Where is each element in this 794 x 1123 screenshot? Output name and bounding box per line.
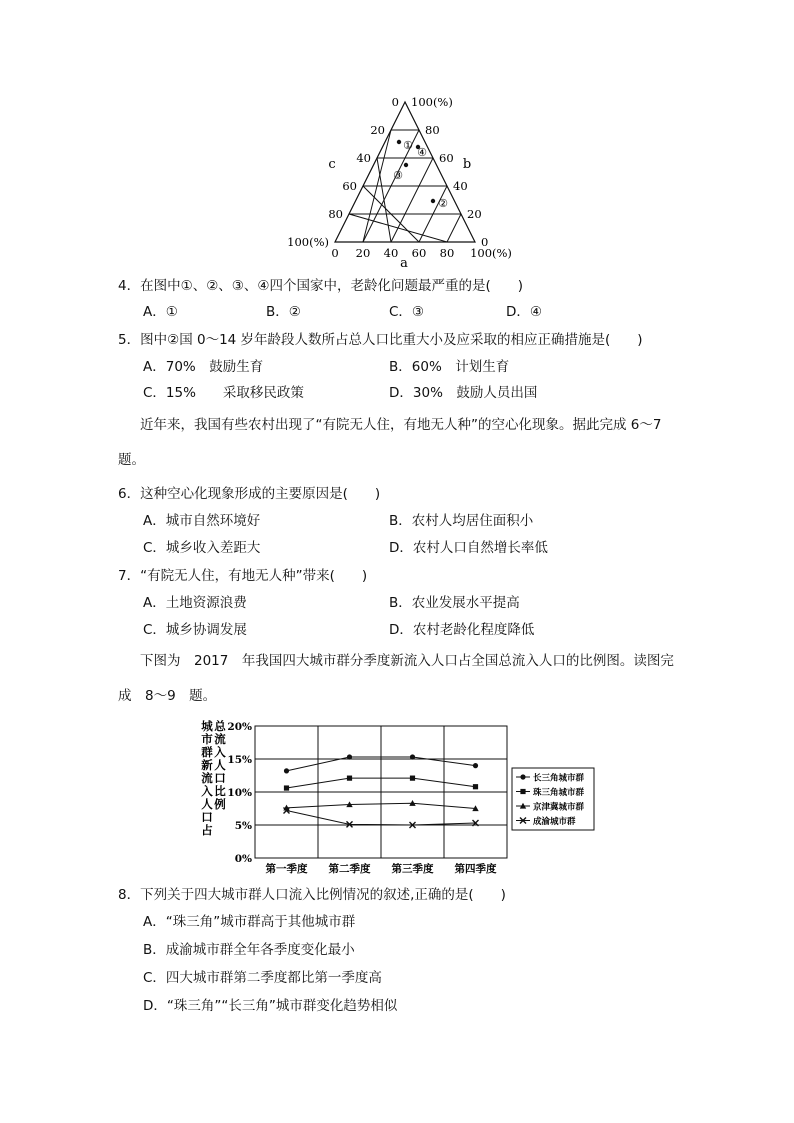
ternary-right-tick-label: 20	[467, 207, 482, 221]
legend-marker	[520, 789, 525, 794]
y-axis-title-char: 人	[214, 758, 226, 772]
question-4-option-c[interactable]: C．③	[389, 304, 425, 320]
y-tick-label: 0%	[234, 853, 252, 865]
line-chart	[195, 716, 605, 876]
question-5-option-b[interactable]: B．60% 计划生育	[389, 359, 510, 375]
series-2-point	[347, 776, 352, 781]
series-1-point	[284, 768, 289, 773]
intro-6-7-line2: 题。	[118, 452, 145, 468]
ternary-left-tick-label: 60	[342, 179, 357, 193]
x-tick-label: 第四季度	[454, 863, 497, 875]
x-tick-label: 第三季度	[391, 863, 434, 875]
ternary-left-tick-label: 80	[328, 207, 343, 221]
question-5-option-c[interactable]: C．15% 采取移民政策	[143, 385, 304, 401]
intro-8-9-line1: 下图为 2017 年我国四大城市群分季度新流入人口占全国总流入人口的比例图。读图完	[140, 653, 674, 669]
y-axis-title-char: 市	[201, 732, 213, 746]
ternary-point-dot	[404, 163, 408, 167]
question-8-option-b[interactable]: B．成渝城市群全年各季度变化最小	[143, 942, 355, 958]
ternary-bottom-tick-label: 40	[383, 246, 399, 260]
intro-6-7-line1: 近年来，我国有些农村出现了“有院无人住，有地无人种”的空心化现象。据此完成 6～7	[140, 417, 662, 433]
question-7-option-c[interactable]: C．城乡协调发展	[143, 622, 247, 638]
x-tick-label: 第一季度	[265, 863, 308, 875]
question-6-option-b[interactable]: B．农村人均居住面积小	[389, 513, 534, 529]
question-8-option-d[interactable]: D．“珠三角”“长三角”城市群变化趋势相似	[143, 998, 398, 1014]
ternary-bottom-tick-label: 0	[331, 246, 339, 260]
question-4-option-a[interactable]: A．①	[143, 304, 178, 320]
ternary-outline	[335, 102, 475, 242]
question-4-option-b[interactable]: B．②	[266, 304, 301, 320]
legend-label: 成渝城市群	[533, 817, 576, 827]
y-axis-title-char: 新	[201, 758, 213, 772]
y-axis-title-char: 入	[214, 745, 226, 759]
ternary-grid-line	[447, 214, 461, 242]
series-2-point	[410, 776, 415, 781]
y-axis-title-char: 例	[214, 797, 226, 811]
question-8-stem: 8．下列关于四大城市群人口流入比例情况的叙述,正确的是( )	[118, 887, 506, 903]
question-5-option-d[interactable]: D．30% 鼓励人员出国	[389, 385, 538, 401]
ternary-point-label: ④	[417, 146, 427, 159]
question-6-option-c[interactable]: C．城乡收入差距大	[143, 540, 261, 556]
legend-label: 长三角城市群	[533, 773, 585, 784]
y-axis-title-char: 群	[201, 745, 213, 759]
y-axis-title-char: 城	[201, 719, 213, 733]
y-tick-label: 10%	[227, 787, 252, 799]
y-axis-title-char: 人	[201, 797, 213, 811]
y-axis-title-char: 入	[201, 784, 213, 798]
ternary-left-tick-label: 20	[370, 123, 385, 137]
question-6-option-a[interactable]: A．城市自然环境好	[143, 513, 261, 529]
ternary-bottom-tick-label: 20	[355, 246, 371, 260]
question-4-option-d[interactable]: D．④	[506, 304, 542, 320]
y-axis-title-char: 口	[201, 810, 213, 824]
question-7-option-a[interactable]: A．土地资源浪费	[143, 595, 247, 611]
ternary-left-tick-label: 100(%)	[287, 235, 329, 249]
question-8-option-c[interactable]: C．四大城市群第二季度都比第一季度高	[143, 970, 382, 986]
intro-8-9-line2: 成 8～9 题。	[118, 688, 217, 704]
ternary-grid-line	[377, 158, 391, 242]
y-tick-label: 20%	[227, 721, 252, 733]
series-1-point	[410, 754, 415, 759]
y-axis-title-char: 口	[214, 771, 226, 785]
legend-marker	[520, 774, 525, 779]
question-7-option-b[interactable]: B．农业发展水平提高	[389, 595, 520, 611]
ternary-right-tick-label: 0	[481, 235, 489, 249]
ternary-bottom-tick-label: 100(%)	[470, 246, 512, 260]
y-axis-title-char: 占	[201, 823, 213, 837]
question-6-option-d[interactable]: D．农村人口自然增长率低	[389, 540, 548, 556]
y-tick-label: 5%	[234, 820, 252, 832]
question-5-option-a[interactable]: A．70% 鼓励生育	[143, 359, 264, 375]
ternary-point-dot	[431, 199, 435, 203]
series-1-point	[473, 763, 478, 768]
question-5-stem: 5．图中②国 0～14 岁年龄段人数所占总人口比重大小及应采取的相应正确措施是( )	[118, 332, 643, 348]
ternary-right-tick-label: 60	[439, 151, 454, 165]
y-tick-label: 15%	[227, 754, 252, 766]
y-axis-title-char: 流	[214, 732, 226, 746]
y-axis-title-char: 总	[214, 719, 226, 733]
legend-label: 珠三角城市群	[533, 788, 585, 798]
y-axis-title-char: 比	[214, 784, 226, 798]
question-7-option-d[interactable]: D．农村老龄化程度降低	[389, 622, 535, 638]
ternary-right-axis-label: b	[462, 157, 472, 172]
ternary-point-label: ③	[393, 169, 403, 182]
series-1-point	[347, 754, 352, 759]
ternary-point-dot	[397, 140, 401, 144]
series-2-point	[284, 785, 289, 790]
legend-label: 京津冀城市群	[533, 802, 585, 813]
ternary-bottom-tick-label: 80	[439, 246, 455, 260]
question-7-stem: 7．“有院无人住，有地无人种”带来( )	[118, 568, 368, 584]
ternary-right-tick-label: 40	[453, 179, 468, 193]
ternary-left-tick-label: 40	[356, 151, 371, 165]
ternary-bottom-axis-label: a	[400, 256, 408, 270]
ternary-bottom-tick-label: 60	[411, 246, 427, 260]
x-tick-label: 第二季度	[328, 863, 371, 875]
ternary-point-label: ①	[403, 139, 413, 152]
ternary-left-tick-label: 0	[391, 95, 399, 109]
series-2-point	[473, 784, 478, 789]
question-4-stem: 4．在图中①、②、③、④四个国家中，老龄化问题最严重的是( )	[118, 278, 524, 294]
question-6-stem: 6．这种空心化现象形成的主要原因是( )	[118, 486, 381, 502]
ternary-point-label: ②	[438, 197, 448, 210]
ternary-right-tick-label: 80	[425, 123, 440, 137]
y-axis-title-char: 流	[201, 771, 213, 785]
ternary-right-tick-label: 100(%)	[411, 95, 453, 109]
ternary-diagram	[270, 95, 520, 270]
question-8-option-a[interactable]: A．“珠三角”城市群高于其他城市群	[143, 914, 356, 930]
ternary-left-axis-label: c	[328, 157, 336, 172]
